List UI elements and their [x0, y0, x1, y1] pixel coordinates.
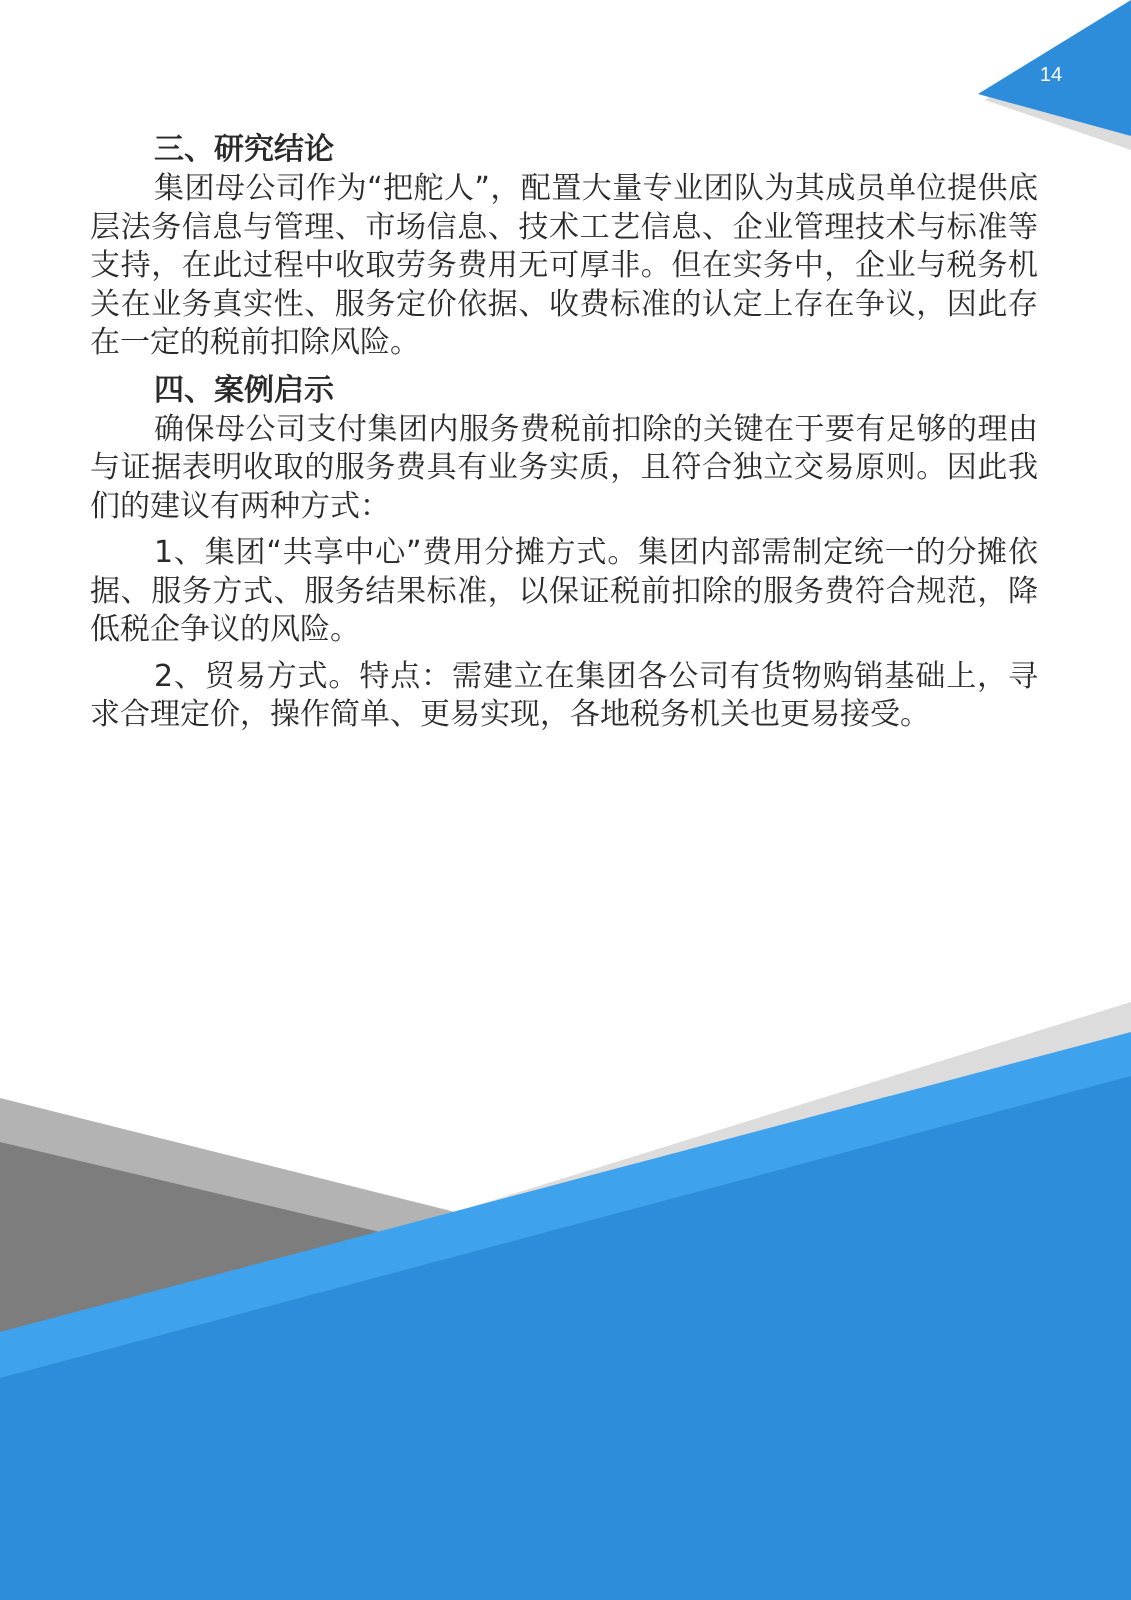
insights-option-2-paragraph: 2、贸易方式。特点：需建立在集团各公司有货物购销基础上，寻求合理定价，操作简单、更易实现，各地税务机关也更易接受。: [90, 658, 1038, 732]
insights-option-1-paragraph: 1、集团“共享中心”费用分摊方式。集团内部需制定统一的分摊依据、服务方式、服务结果标准，以保证税前扣除的服务费符合规范，降低税企争议的风险。: [90, 535, 1038, 647]
page-number: 14: [1039, 64, 1063, 86]
section-heading-conclusion: 三、研究结论: [154, 132, 334, 167]
conclusion-paragraph: 集团母公司作为“把舵人”，配置大量专业团队为其成员单位提供底层法务信息与管理、市场信息、技术工艺信息、企业管理技术与标准等支持，在此过程中收取劳务费用无可厚非。但在实务中，企业与税务机关在业务真实性、服务定价依据、收费标准的认定上存在争议，因此存在一定的税前扣除风险。: [90, 171, 1038, 360]
document-body: [90, 130, 1038, 735]
section-heading-insights: 四、案例启示: [154, 372, 334, 408]
insights-intro-paragraph: 确保母公司支付集团内服务费税前扣除的关键在于要有足够的理由与证据表明收取的服务费具有业务实质，且符合独立交易原则。因此我们的建议有两种方式：: [90, 411, 1038, 524]
